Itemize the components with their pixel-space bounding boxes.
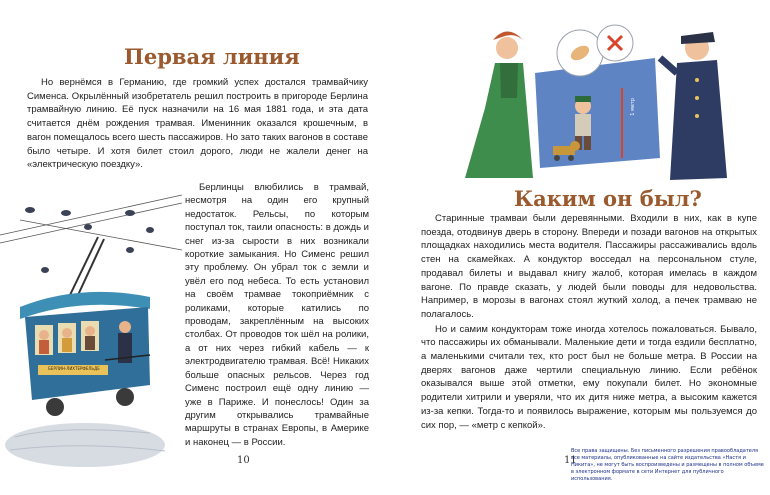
page-title: Первая линия <box>124 44 300 69</box>
tram-sign: БЕРЛИН-ЛИХТЕРФЕЛЬДЕ <box>48 366 100 371</box>
paragraph: Но и самим кондукторам тоже иногда хотелось пожаловаться. Бывало, что пассажиры их обманывали. Маленькие дети и тогда ездили бесплатно, а маленькими считали тех, кто рост был не больше метра. В России на дверях вагонов даже чертили специальную линию. Если ребёнок оказывался выше этой отметки, ему покупали билет. Но экономные родители хитрили и уверяли, что их дитя ниже метра, а высоким кажется из-за кепки. Тогда-то и появилось выражение, которым мы пользуемся до сих пор, — «метр с кепкой». <box>421 323 757 431</box>
text-block-side <box>185 181 369 449</box>
copyright-notice: Все права защищены. Без письменного разрешения правообладателя все материалы, опубликованные на сайте издательства «Настя и Никита», не могут быть воспроизведены и размещены в полном объеме в электронном формате в сети Интернет для публичного использования. <box>571 448 764 482</box>
text-block <box>27 76 368 172</box>
paragraph: Берлинцы влюбились в трамвай, несмотря на один его крупный недостаток. Рельсы, по которым поступал ток, таили опасность: в дождь и снег из-за сырости в них возникали короткие замыкания. Но Сименс решил эту проблему. Он убрал ток с земли и увёл его под небеса. То есть установил на своём трамвае токоприёмник с роликами, которые катились по проводам, закреплённым на высоких столбах. От проводов ток шёл на ролики, а от них через гибкий кабель — к электродвигателю трамвая. Всё! Никаких больше опасных рельсов. Через год Сименс построил ещё одну линию — уже в Париже. И понеслось! Один за другим открывались трамвайные маршруты в странах Европы, в Америке и наконец — в России. <box>185 182 369 448</box>
paragraph: Но вернёмся в Германию, где громкий успех достался трамвайчику Сименса. Окрылённый изобретатель решил построить в пригороде Берлина трамвайную линию. Её пуск назначили на 16 мая 1881 года, и эта дата считается днём рождения трамвая. Именинник оказался крошечным, в вагон помещалось всего шесть пассажиров. Но зато таких вагонов в составе было четыре. И хотя билет стоил дорого, люди не жалели денег на «электрическую поездку». <box>27 77 368 171</box>
tram-illustration <box>0 175 182 480</box>
ruler-label: 1 метр <box>630 98 636 116</box>
text-block <box>421 212 757 432</box>
page-number: 11 <box>564 455 577 466</box>
right-page <box>385 0 770 495</box>
page-title: Каким он был? <box>514 186 702 211</box>
conductor-illustration <box>465 18 755 186</box>
paragraph: Старинные трамваи были деревянными. Входили в них, как в купе поезда, отодвинув дверь в сторону. Впереди и позади вагонов на открытых площадках находились места водителя. Пассажиры рассаживались вдоль стен на скамейках. А кондуктор восседал на персональном стуле, продавал билеты и выдавал книгу жалоб, которая имелась в каждом вагоне. По правде сказать, у людей были поводы для недовольства. Например, в морозы в вагонах стоял жуткий холод, а печек трамваю не полагалось. <box>421 213 757 320</box>
page-number: 10 <box>237 455 250 466</box>
